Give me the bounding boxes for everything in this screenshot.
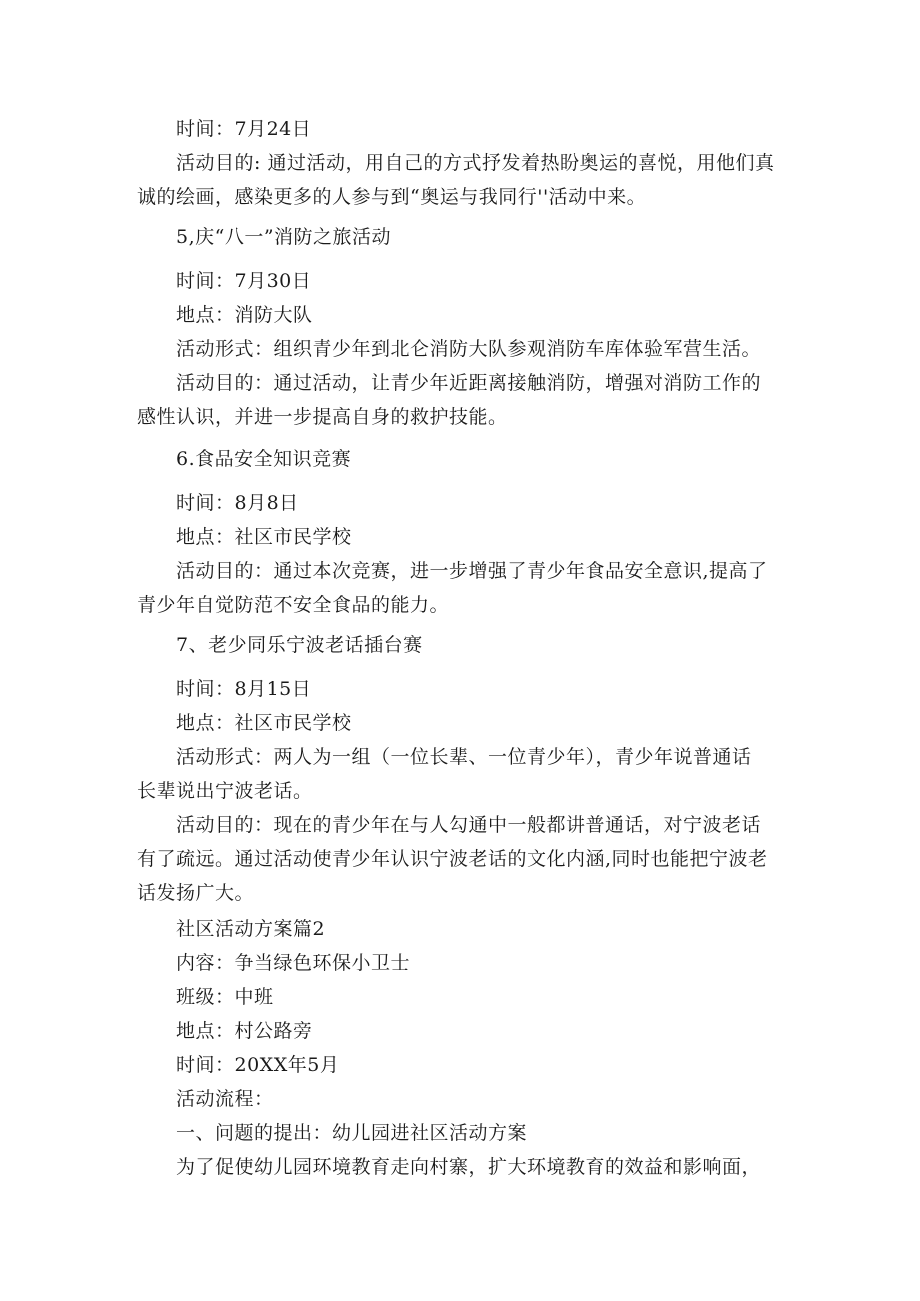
text-line-purpose-food: 活动目的：通过本次竞赛，进一步增强了青少年食品安全意识,提高了: [176, 560, 768, 582]
text-line-time-0815: 时间：8月15日: [176, 678, 312, 700]
text-line-place-fire-brigade: 地点：消防大队: [176, 304, 313, 326]
text-line-place-school-2: 地点：社区市民学校: [176, 712, 352, 734]
text-line-purpose-dialect-cont-2: 话发扬广大。: [137, 882, 255, 904]
text-line-process: 活动流程：: [176, 1088, 274, 1110]
text-line-intro-paragraph: 为了促使幼儿园环境教育走向村寨，扩大环境教育的效益和影响面，: [176, 1156, 762, 1178]
text-line-time-0808: 时间：8月8日: [176, 492, 299, 514]
heading-plan-2: 社区活动方案篇2: [176, 918, 326, 940]
text-line-form-dialect: 活动形式：两人为一组（一位长辈、一位青少年），青少年说普通话: [176, 746, 752, 768]
heading-fire-trip: 5,庆“八一”消防之旅活动: [176, 226, 392, 248]
text-line-time-0724: 时间：7月24日: [176, 118, 312, 140]
text-line-form-dialect-cont: 长辈说出宁波老话。: [137, 780, 313, 802]
text-line-class: 班级：中班: [176, 986, 274, 1008]
text-line-purpose-dialect-cont-1: 有了疏远。通过活动使青少年认识宁波老话的文化内涵,同时也能把宁波老: [137, 848, 768, 870]
text-line-form-fire: 活动形式：组织青少年到北仑消防大队参观消防车库体验军营生活。: [176, 338, 762, 360]
text-line-place-roadside: 地点：村公路旁: [176, 1020, 313, 1042]
text-line-time-0730: 时间：7月30日: [176, 270, 312, 292]
text-line-place-school-1: 地点：社区市民学校: [176, 526, 352, 548]
text-line-content: 内容：争当绿色环保小卫士: [176, 952, 411, 974]
text-line-purpose-olympics-cont: 诚的绘画，感染更多的人参与到“奥运与我同行''活动中来。: [137, 186, 647, 208]
text-line-time-may: 时间：20XX年5月: [176, 1054, 340, 1076]
text-line-purpose-fire-cont: 感性认识，并进一步提高自身的救护技能。: [137, 406, 508, 428]
heading-food-safety: 6.食品安全知识竞赛: [176, 448, 352, 470]
text-line-purpose-food-cont: 青少年自觉防范不安全食品的能力。: [137, 594, 450, 616]
text-line-purpose-dialect: 活动目的：现在的青少年在与人勾通中一般都讲普通话，对宁波老话: [176, 814, 762, 836]
text-line-purpose-fire: 活动目的：通过活动，让青少年近距离接触消防，增强对消防工作的: [176, 372, 762, 394]
heading-ningbo-dialect: 7、老少同乐宁波老话插台赛: [176, 634, 423, 656]
heading-problem: 一、问题的提出：幼儿园进社区活动方案: [176, 1122, 528, 1144]
text-line-purpose-olympics: 活动目的: 通过活动，用自己的方式抒发着热盼奥运的喜悦，用他们真: [176, 152, 775, 174]
